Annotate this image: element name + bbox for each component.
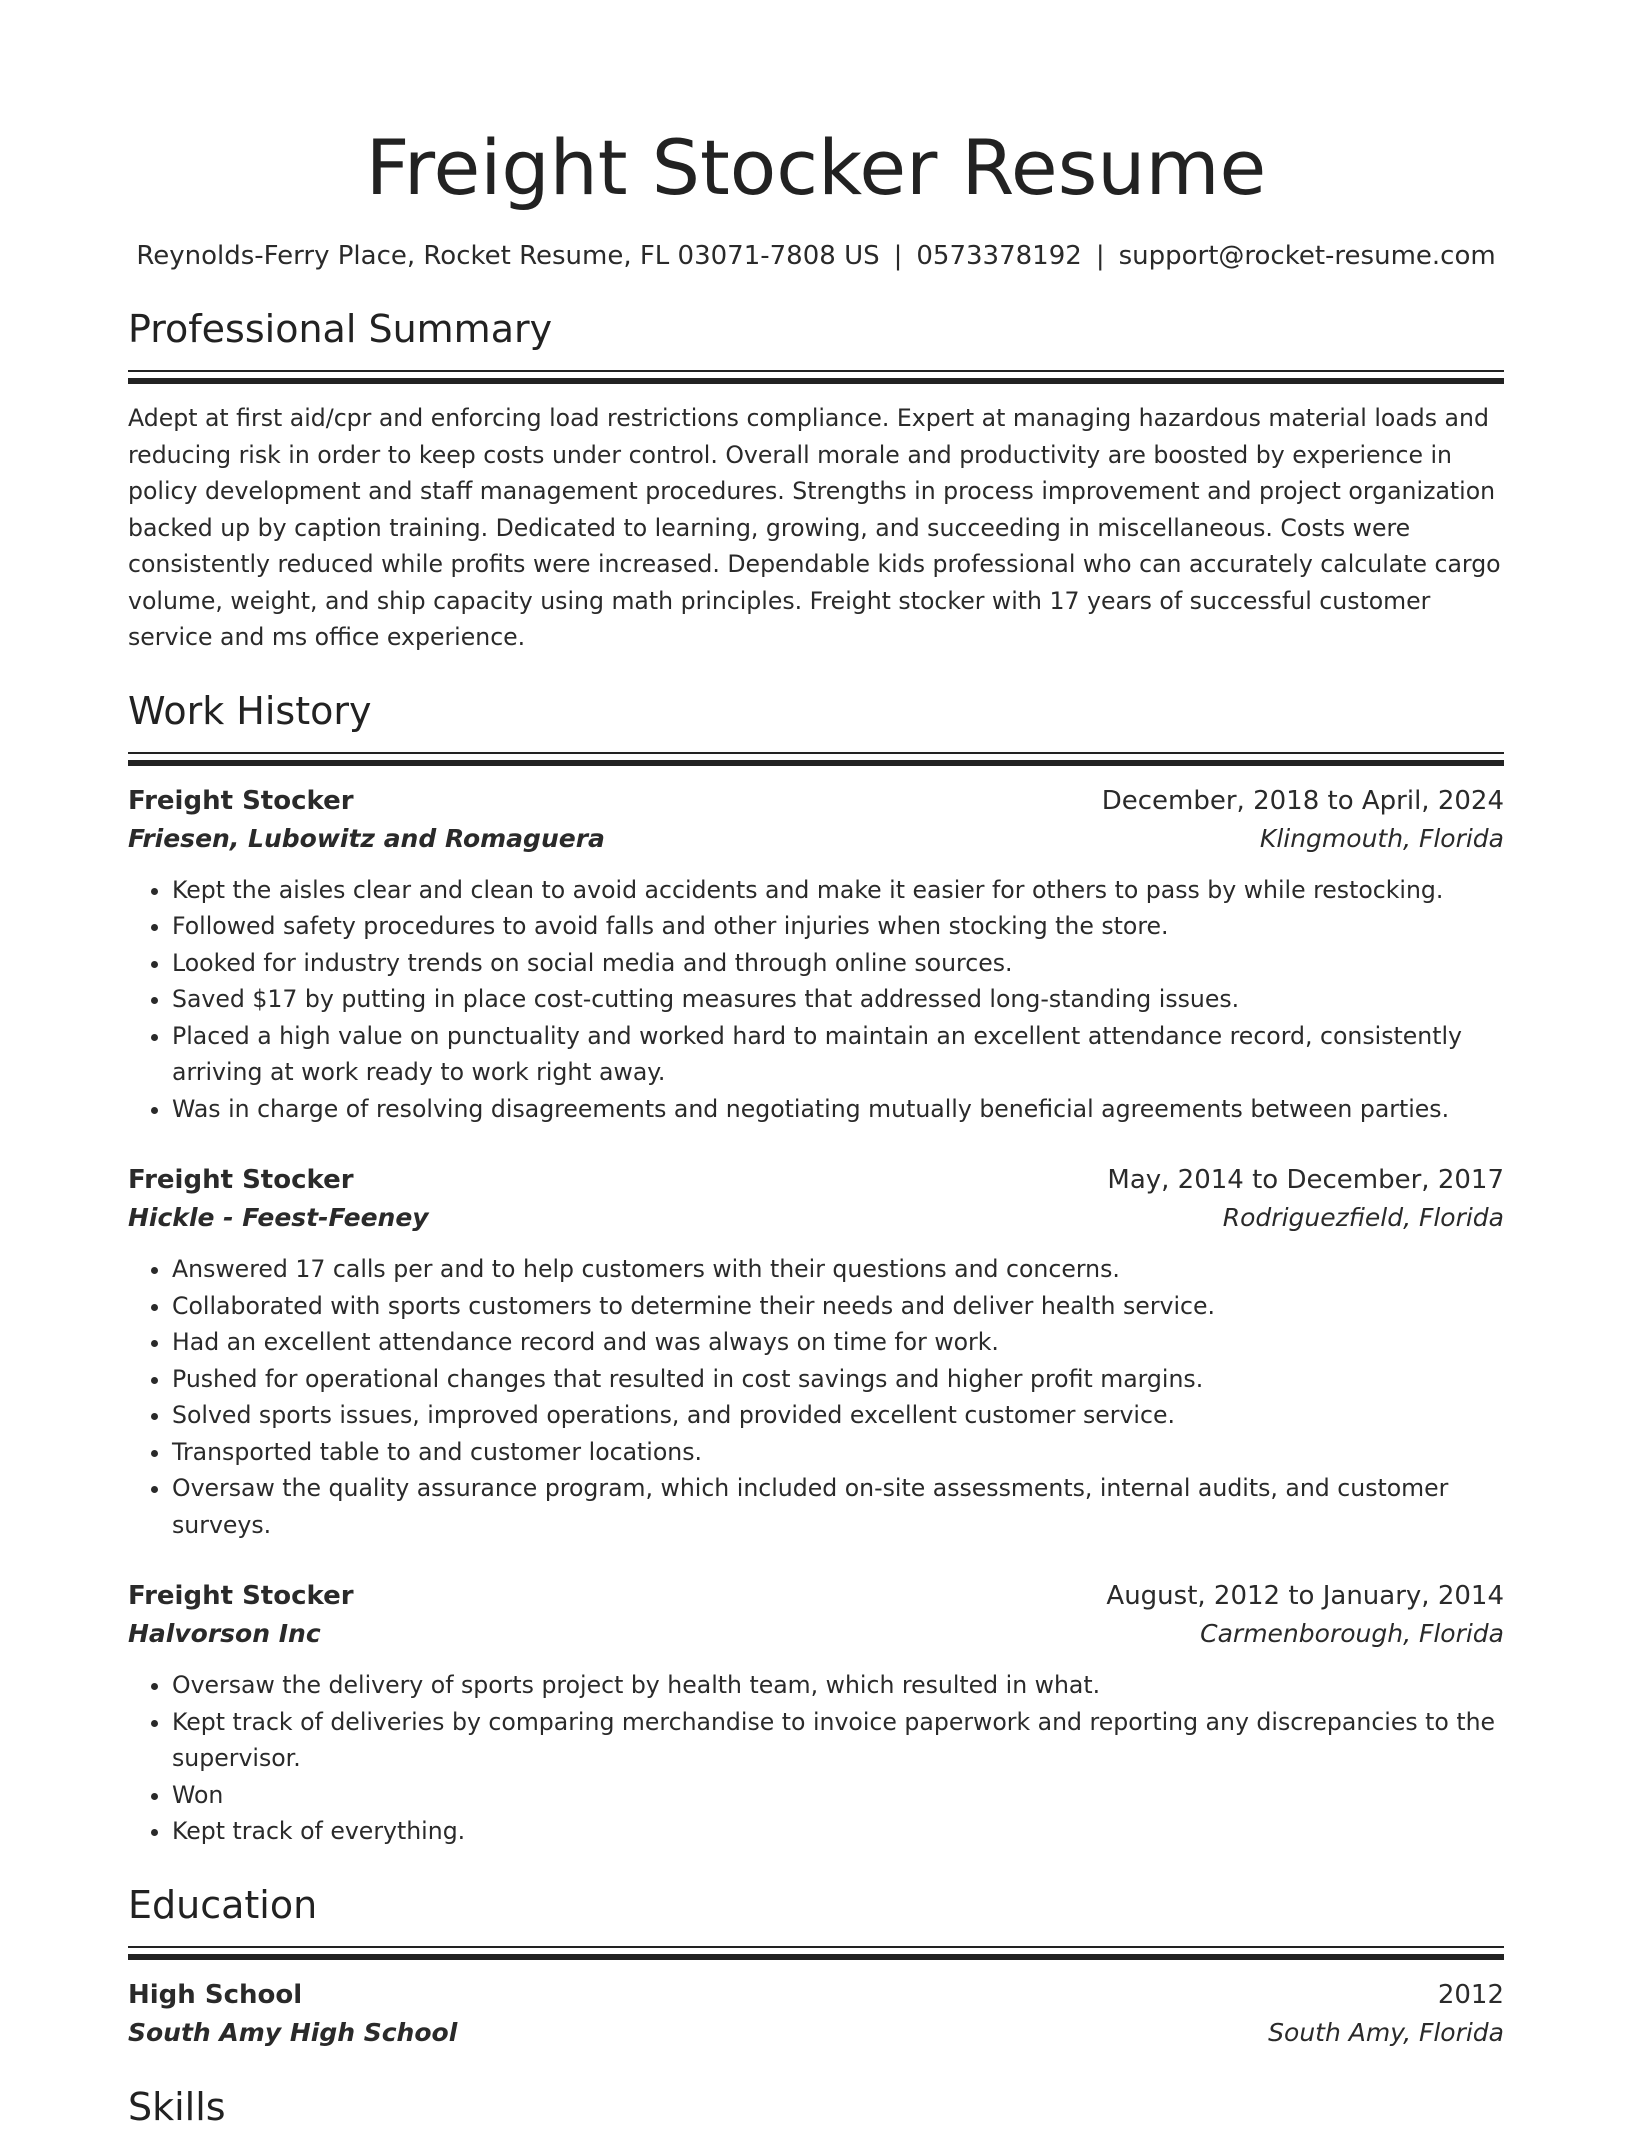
work-history-heading: Work History (128, 688, 372, 733)
list-item: • Had an excellent attendance record and was always on time for work. (172, 1324, 1504, 1361)
summary-text: Adept at first aid/cpr and enforcing load restrictions compliance. Expert at managing hazardous material loads and reducing risk in order to keep costs under control. Overall morale and productivity are boosted by experience in policy development and staff management procedures. Strengths in process improvement and project organization backed up by caption training. Dedicated to learning, growing, and succeeding in miscellaneous. Costs were consistently reduced while profits were increased. Dependable kids professional who can accurately calculate cargo volume, weight, and ship capacity using math principles. Freight stocker with 17 years of successful customer service and ms office experience. (128, 404, 1501, 651)
resume-title: Freight Stocker Resume (365, 123, 1267, 212)
list-item: • Looked for industry trends on social media and through online sources. (172, 945, 1504, 982)
list-item: • Followed safety procedures to avoid falls and other injuries when stocking the store. (172, 908, 1504, 945)
job-bullets (128, 1667, 1504, 1850)
contact-email[interactable]: support@rocket-resume.com (1118, 241, 1496, 271)
contact-separator: | (893, 241, 903, 271)
job-entry (128, 782, 1504, 1128)
list-item: • Oversaw the quality assurance program, which included on-site assessments, internal audits, and customer surveys. (172, 1470, 1504, 1543)
job-entry (128, 1577, 1504, 1850)
contact-phone: 0573378192 (916, 241, 1082, 271)
list-item: • Collaborated with sports customers to determine their needs and deliver health service. (172, 1288, 1504, 1325)
section-divider (128, 370, 1504, 372)
job-title: Freight Stocker (128, 785, 354, 816)
job-company: Halvorson Inc (128, 1619, 321, 1648)
list-item: • Solved sports issues, improved operations, and provided excellent customer service. (172, 1397, 1504, 1434)
list-item: • Placed a high value on punctuality and worked hard to maintain an excellent attendance record, consistently arriving at work ready to work right away. (172, 1018, 1504, 1091)
job-bullets (128, 1251, 1504, 1543)
education-degree: High School (128, 1979, 303, 2010)
section-divider-thick (128, 1954, 1504, 1960)
job-title: Freight Stocker (128, 1581, 354, 1611)
contact-address: Reynolds-Ferry Place, Rocket Resume, FL 03071-7808 US (136, 241, 880, 271)
job-bullets (128, 872, 1504, 1128)
list-item: • Was in charge of resolving disagreements and negotiating mutually beneficial agreements between parties. (172, 1091, 1504, 1128)
summary-heading: Professional Summary (128, 307, 553, 351)
section-divider-thick (128, 378, 1504, 384)
job-dates: August, 2012 to January, 2014 (1106, 1581, 1504, 1611)
list-item: • Kept the aisles clear and clean to avoid accidents and make it easier for others to pass by while restocking. (172, 872, 1504, 909)
job-title: Freight Stocker (128, 1165, 354, 1195)
section-divider (128, 1946, 1504, 1948)
section-divider (128, 752, 1504, 754)
job-company: Hickle - Feest-Feeney (128, 1203, 429, 1232)
section-divider-thick (128, 760, 1504, 766)
job-location: Klingmouth, Florida (1259, 823, 1504, 853)
education-year: 2012 (1437, 1979, 1504, 2010)
job-location: Carmenborough, Florida (1200, 1619, 1504, 1648)
list-item: • Kept track of deliveries by comparing merchandise to invoice paperwork and reporting any discrepancies to the supervisor. (172, 1704, 1504, 1777)
education-entry (128, 1976, 1504, 2052)
education-location: South Amy, Florida (1268, 2017, 1504, 2047)
contact-separator: | (1095, 241, 1105, 271)
education-heading: Education (128, 1882, 318, 1927)
education-school: South Amy High School (128, 2017, 458, 2047)
resume-page (128, 0, 1504, 2132)
list-item: • Oversaw the delivery of sports project by health team, which resulted in what. (172, 1667, 1504, 1704)
list-item: • Answered 17 calls per and to help customers with their questions and concerns. (172, 1251, 1504, 1288)
skills-heading: Skills (128, 2084, 226, 2129)
job-company: Friesen, Lubowitz and Romaguera (128, 823, 605, 853)
contact-line (128, 238, 1504, 274)
list-item: • Kept track of everything. (172, 1813, 1504, 1850)
job-dates: December, 2018 to April, 2024 (1101, 785, 1504, 816)
list-item: • Won (172, 1777, 1504, 1814)
list-item: • Pushed for operational changes that resulted in cost savings and higher profit margins. (172, 1361, 1504, 1398)
list-item: • Transported table to and customer locations. (172, 1434, 1504, 1471)
job-location: Rodriguezfield, Florida (1222, 1203, 1504, 1232)
list-item: • Saved $17 by putting in place cost-cutting measures that addressed long-standing issues. (172, 981, 1504, 1018)
job-dates: May, 2014 to December, 2017 (1107, 1165, 1504, 1195)
job-entry (128, 1161, 1504, 1543)
